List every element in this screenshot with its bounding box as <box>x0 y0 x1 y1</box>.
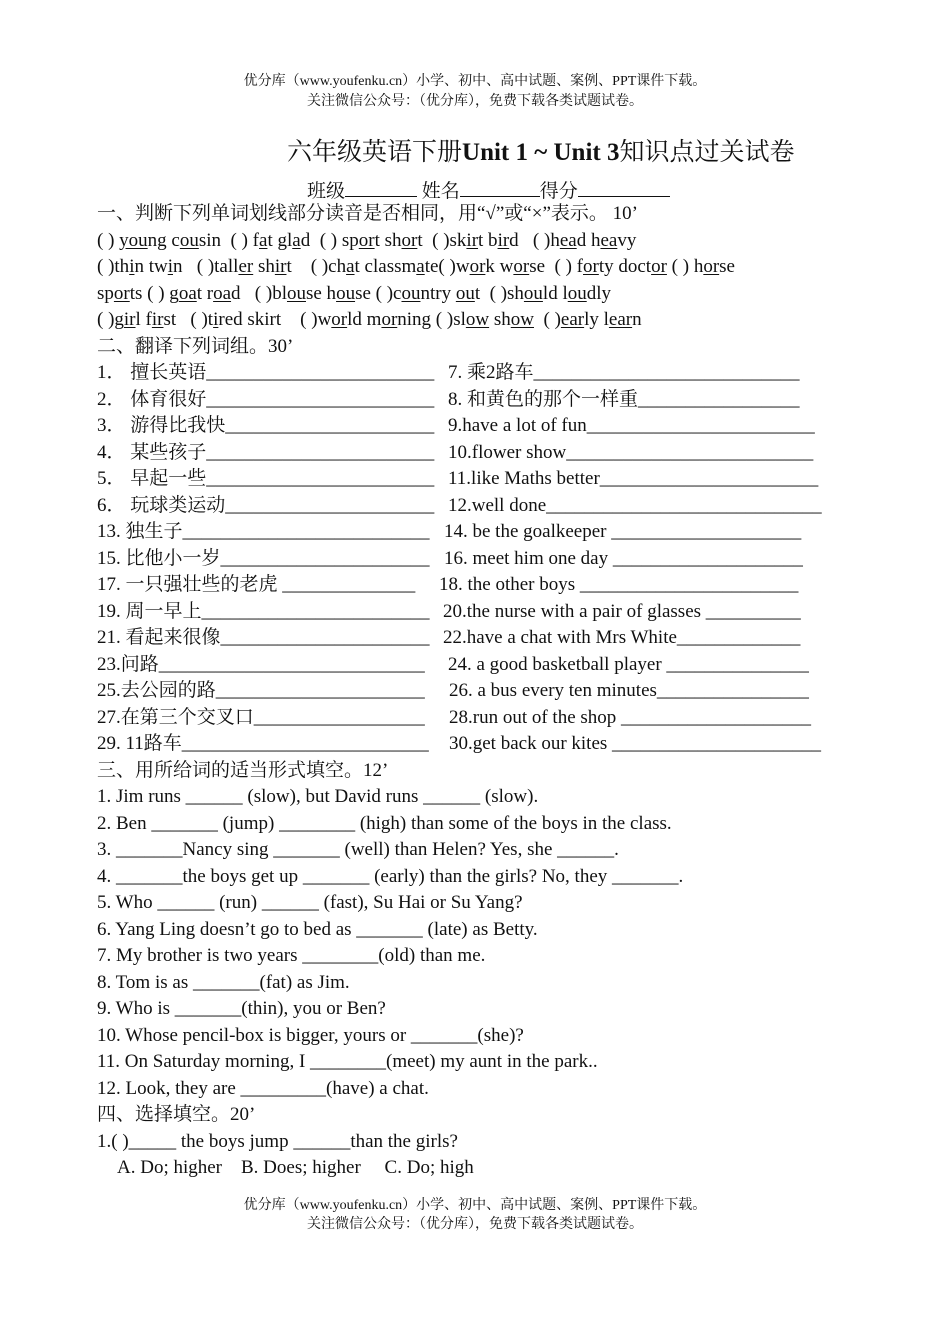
translate-list <box>97 360 887 758</box>
class-label: 班级 <box>307 181 346 202</box>
class-field[interactable] <box>345 180 417 197</box>
phonics-row: sports ( ) goat road ( )blouse house ( )country out ( )should loudly <box>97 282 612 304</box>
score-label: 得分 <box>539 181 578 202</box>
fill-item: 7. My brother is two years ________(old) than me. <box>97 945 486 966</box>
worksheet-body <box>97 201 887 1182</box>
choice-options: A. Do; higher B. Does; higher C. Do; high <box>117 1157 474 1178</box>
fill-item: 11. On Saturday morning, I ________(meet) my aunt in the park.. <box>97 1051 598 1072</box>
name-label: 姓名 <box>421 181 460 202</box>
section-1-heading: 一、判断下列单词划线部分读音是否相同，用“√”或“×”表示。 10’ <box>97 203 638 224</box>
score-field[interactable] <box>578 180 670 197</box>
translate-row: 23.问路____________________________ 24. a good basketball player _______________ <box>97 653 809 675</box>
fill-item: 4. _______the boys get up _______ (early) than the girls? No, they _______. <box>97 865 684 887</box>
fill-item: 6. Yang Ling doesn’t go to bed as _______ (late) as Betty. <box>97 918 538 940</box>
translate-row: 19. 周一早上________________________ 20.the nurse with a pair of glasses __________ <box>97 600 801 622</box>
translate-row: 21. 看起来很像______________________ 22.have a chat with Mrs White_____________ <box>97 627 801 648</box>
fill-item: 8. Tom is as _______(fat) as Jim. <box>97 971 350 993</box>
footer-line-1: 优分库（www.youfenku.cn）小学、初中、高中试题、案例、PPT课件下载。 <box>243 1198 707 1213</box>
translate-row: 6． 玩球类运动______________________ 12.well done_____________________________ <box>97 494 822 516</box>
translate-row: 2． 体育很好________________________ 8. 和黄色的那个一样重_________________ <box>97 388 800 410</box>
fill-list <box>97 784 887 1102</box>
translate-row: 1． 擅长英语________________________ 7. 乘2路车____________________________ <box>97 362 800 383</box>
footer-line-2: 关注微信公众号：（优分库），免费下载各类试题试卷。 <box>307 1217 643 1232</box>
header-line-1: 优分库（www.youfenku.cn）小学、初中、高中试题、案例、PPT课件下载。 <box>243 74 707 89</box>
fill-item: 1. Jim runs ______ (slow), but David runs ______ (slow). <box>97 786 539 807</box>
translate-row: 13. 独生子__________________________ 14. be the goalkeeper ____________________ <box>97 521 802 542</box>
section-4-heading: 四、选择填空。20’ <box>97 1104 256 1125</box>
fill-item: 9. Who is _______(thin), you or Ben? <box>97 998 386 1019</box>
header-line-2: 关注微信公众号：（优分库），免费下载各类试题试卷。 <box>307 94 643 109</box>
translate-row: 27.在第三个交叉口__________________ 28.run out of the shop ____________________ <box>97 706 812 728</box>
fill-item: 12. Look, they are _________(have) a chat. <box>97 1077 429 1099</box>
translate-row: 29. 11路车__________________________ 30.get back our kites ______________________ <box>97 733 822 754</box>
phonics-row: ( )thin twin ( )taller shirt ( )chat classmate( )work worse ( ) forty doctor ( ) horse <box>97 256 735 277</box>
translate-row: 17. 一只强壮些的老虎 ______________ 18. the other boys _______________________ <box>97 574 799 595</box>
translate-row: 5． 早起一些________________________ 11.like Maths better_______________________ <box>97 468 819 489</box>
translate-row: 15. 比他小一岁______________________ 16. meet him one day ____________________ <box>97 547 803 569</box>
fill-item: 2. Ben _______ (jump) ________ (high) than some of the boys in the class. <box>97 812 672 834</box>
translate-row: 25.去公园的路______________________ 26. a bus every ten minutes________________ <box>97 680 809 701</box>
phonics-row: ( )girl first ( )tired skirt ( )world morning ( )slow show ( )early learn <box>97 309 642 330</box>
student-info <box>307 176 670 203</box>
phonics-row: ( ) young cousin ( ) fat glad ( ) sport short ( )skirt bird ( )head heavy <box>97 229 637 251</box>
page-title <box>287 132 795 168</box>
choice-question: 1.( )_____ the boys jump ______than the girls? <box>97 1130 458 1152</box>
fill-item: 5. Who ______ (run) ______ (fast), Su Hai or Su Yang? <box>97 892 523 913</box>
fill-item: 3. _______Nancy sing _______ (well) than Helen? Yes, she ______. <box>97 839 619 860</box>
title-suffix: 知识点过关试卷 <box>619 139 795 166</box>
translate-row: 3． 游得比我快______________________ 9.have a lot of fun________________________ <box>97 415 815 436</box>
section-2-heading: 二、翻译下列词组。30’ <box>97 335 294 357</box>
section-3-heading: 三、用所给词的适当形式填空。12’ <box>97 759 389 781</box>
fill-item: 10. Whose pencil-box is bigger, yours or _______(she)? <box>97 1024 524 1046</box>
name-field[interactable] <box>460 180 540 197</box>
title-prefix: 六年级英语下册 <box>287 139 463 166</box>
title-units: Unit 1 ~ Unit 3 <box>462 139 620 166</box>
translate-row: 4． 某些孩子________________________ 10.flower show__________________________ <box>97 441 814 463</box>
